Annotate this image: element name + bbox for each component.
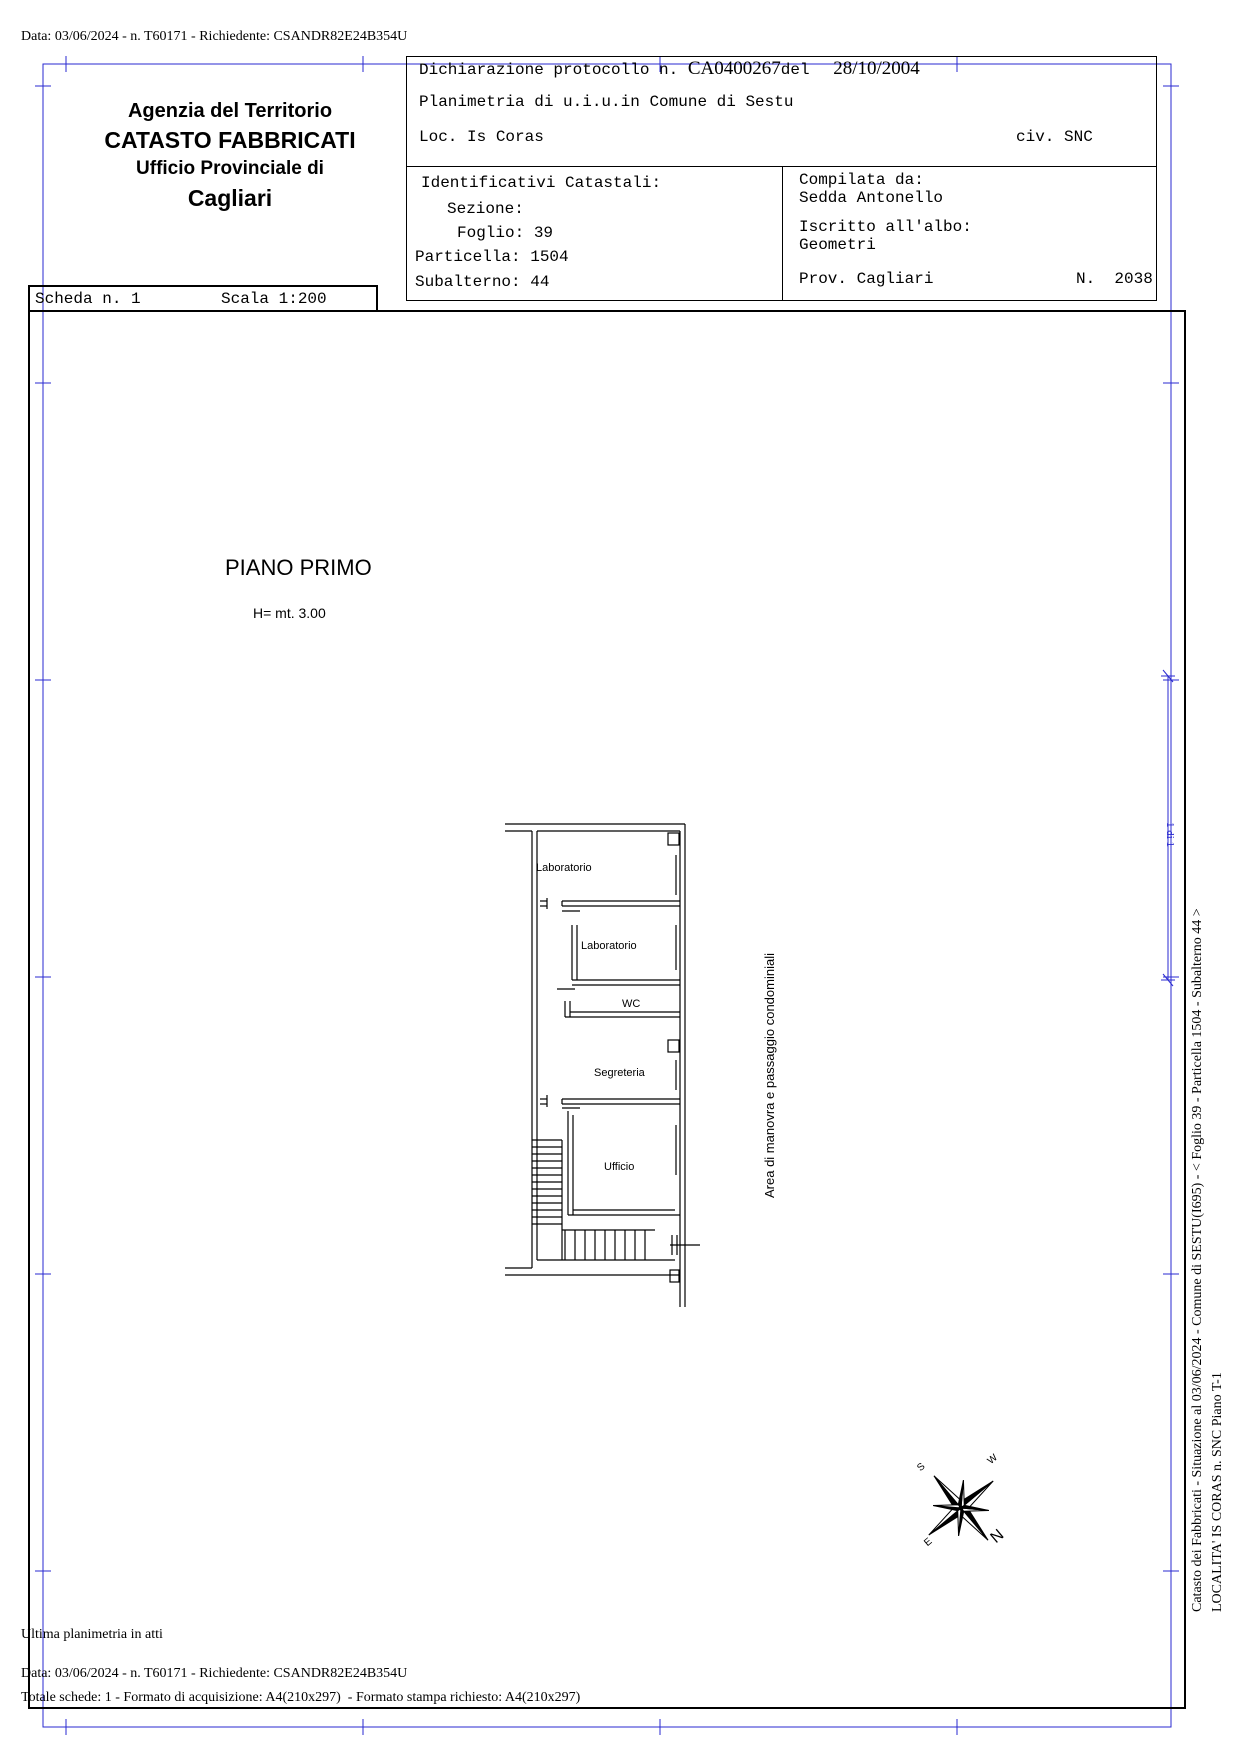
compiler-name: Sedda Antonello (799, 189, 944, 207)
area-label: Area di manovra e passaggio condominiali (762, 953, 777, 1198)
albo-label: Iscritto all'albo: (799, 218, 972, 236)
subalterno-label: Subalterno: 44 (415, 273, 550, 291)
albo-number: N. 2038 (1076, 270, 1153, 288)
particella-label: Particella: 1504 (415, 248, 569, 266)
scale-label: Scala 1:200 (221, 290, 327, 308)
foglio-label: Foglio: 39 (457, 224, 554, 242)
top-header-text: Data: 03/06/2024 - n. T60171 - Richiedente: CSANDR82E24B354U (21, 29, 408, 44)
compass-e: E (922, 1536, 935, 1549)
agency-name: Agenzia del Territorio (127, 100, 333, 122)
compiler-label: Compilata da: (799, 171, 924, 189)
compiler-block (799, 171, 943, 207)
compass-n: N (987, 1526, 1008, 1547)
prov-label: Prov. Cagliari (799, 270, 934, 288)
room-label: Segreteria (594, 1067, 645, 1079)
planimetria-line: Planimetria di u.i.u.in Comune di Sestu (419, 93, 794, 111)
albo-block (799, 218, 972, 254)
floor-height: H= mt. 3.00 (253, 605, 326, 621)
room-label: Laboratorio (581, 940, 637, 952)
sezione-label: Sezione: (447, 200, 524, 218)
footer-totale: Totale schede: 1 - Formato di acquisizione: A4(210x297) - Formato stampa richiesto: A4(210x297) (21, 1690, 581, 1705)
del-label: del (780, 61, 810, 79)
scheda-label: Scheda n. 1 (35, 290, 141, 308)
protocol-number: CA0400267 (687, 58, 781, 79)
agency-block (65, 98, 395, 214)
location-line: Loc. Is Coras (419, 128, 544, 146)
compass-w: W (985, 1452, 1000, 1467)
declaration-label: Dichiarazione protocollo n. (419, 61, 679, 79)
albo-value: Geometri (799, 236, 876, 254)
floor-title: PIANO PRIMO (225, 555, 372, 580)
footer-data: Data: 03/06/2024 - n. T60171 - Richiedente: CSANDR82E24B354U (21, 1666, 408, 1681)
room-label: Ufficio (604, 1161, 635, 1173)
room-label: Laboratorio (536, 862, 592, 874)
declaration-line (419, 58, 920, 80)
ufficio-label: Ufficio Provinciale di (136, 158, 324, 179)
room-label: WC (622, 998, 641, 1010)
declaration-date: 28/10/2004 (833, 58, 920, 79)
identifiers-title: Identificativi Catastali: (421, 174, 662, 192)
side-sheet-mark: 1 di 1 (1164, 822, 1176, 848)
catasto-title: CATASTO FABBRICATI (104, 127, 356, 153)
footer-last: Ultima planimetria in atti (21, 1627, 163, 1642)
floor-plan (505, 815, 720, 1315)
side-situation-text: Catasto dei Fabbricati - Situazione al 03/06/2024 - Comune di SESTU(I695) - < Foglio 39 - Particella 1504 - Subalterno 44 > (1190, 908, 1205, 1612)
civ-label: civ. SNC (1016, 128, 1093, 146)
ufficio-city: Cagliari (187, 185, 273, 211)
side-location-text: LOCALITA' IS CORAS n. SNC Piano T-1 (1210, 1372, 1225, 1612)
compass-s: S (915, 1461, 928, 1474)
